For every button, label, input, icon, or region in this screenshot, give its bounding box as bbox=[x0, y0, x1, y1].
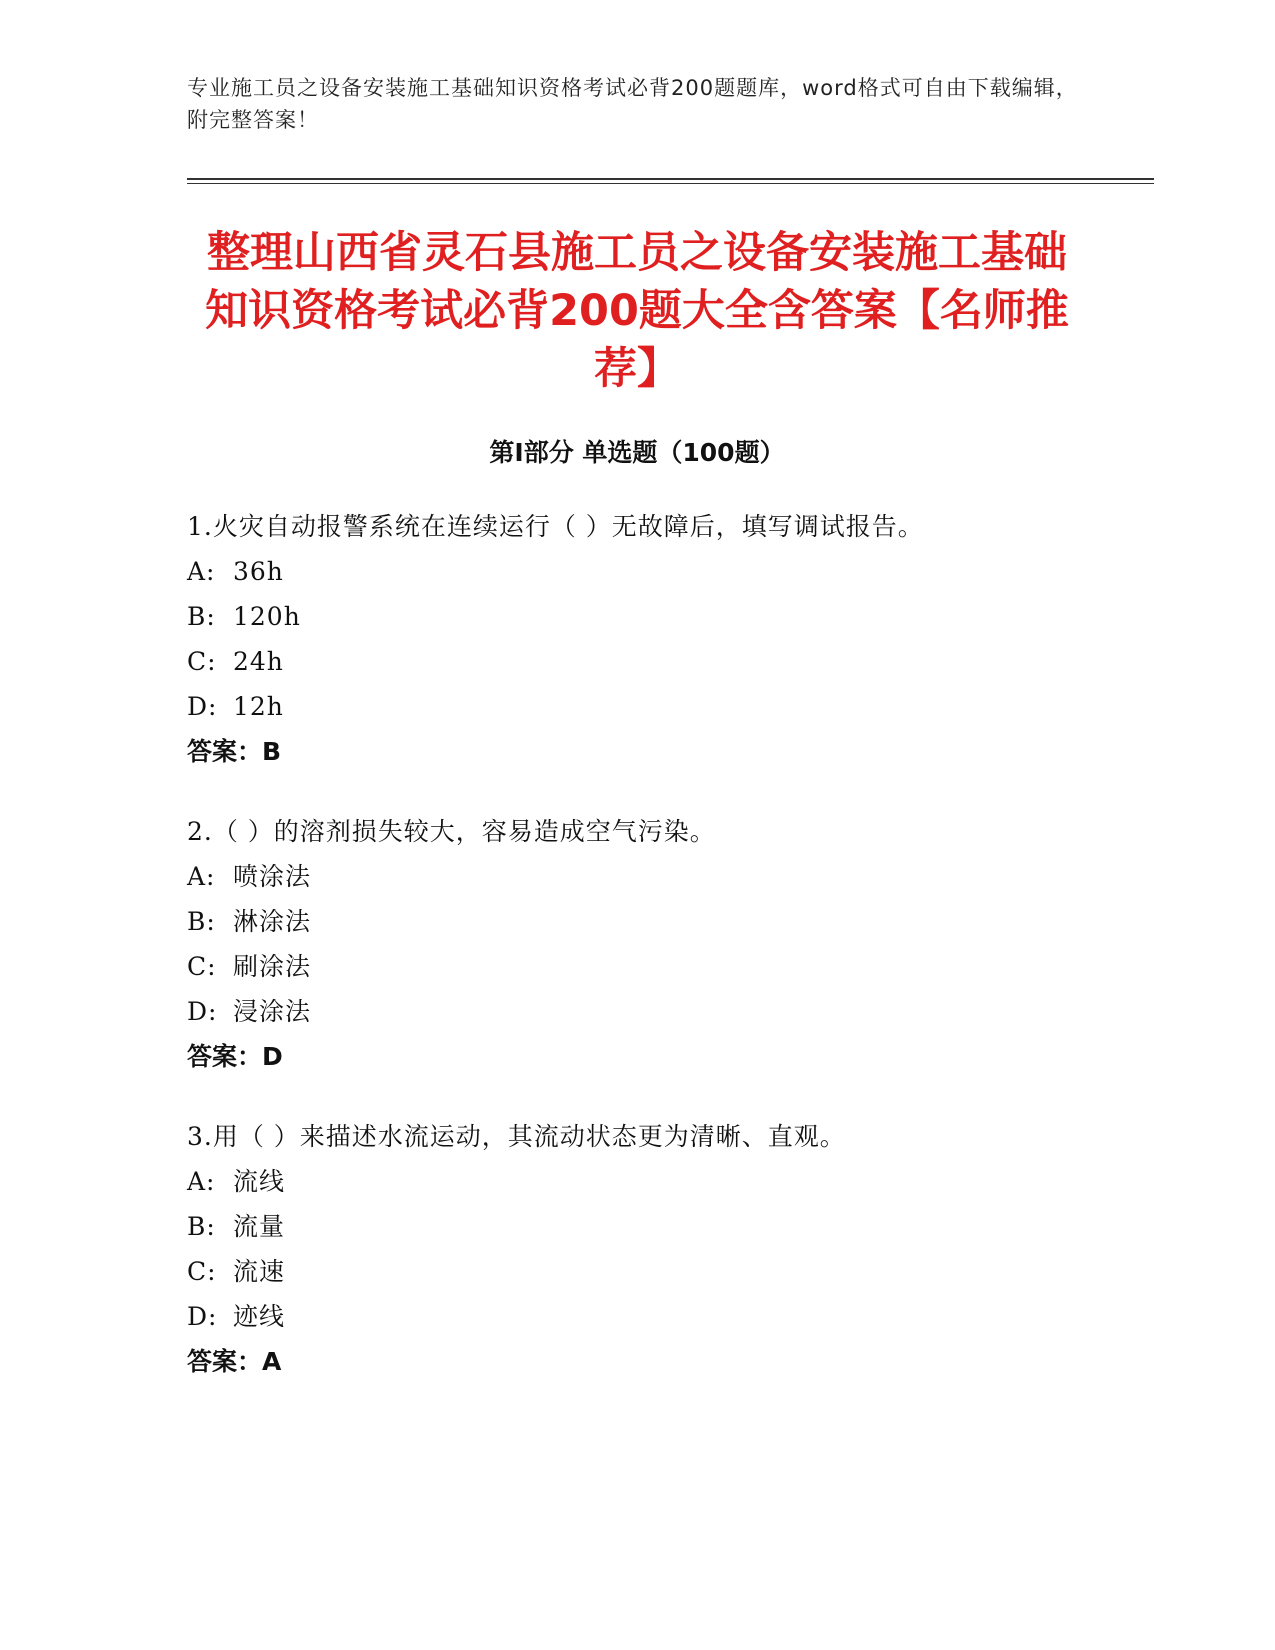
option-key: C: bbox=[187, 1257, 217, 1286]
question-3 bbox=[187, 1114, 1147, 1384]
header-divider-thin bbox=[187, 183, 1154, 184]
option-text: 流量 bbox=[233, 1212, 286, 1241]
option-key: B: bbox=[187, 602, 216, 631]
question-stem: 1.火灾自动报警系统在连续运行（ ）无故障后，填写调试报告。 bbox=[187, 512, 924, 541]
option-text: 流线 bbox=[233, 1167, 286, 1196]
document-title: 整理山西省灵石县施工员之设备安装施工基础知识资格考试必背200题大全含答案【名师推荐】 bbox=[205, 228, 1069, 394]
option-text: 迹线 bbox=[233, 1302, 286, 1331]
option-key: A: bbox=[187, 557, 216, 586]
option-text: 浸涂法 bbox=[233, 997, 312, 1026]
option-a bbox=[187, 549, 1147, 594]
section-title: 第Ⅰ部分 单选题（100题） bbox=[489, 438, 785, 467]
option-d bbox=[187, 684, 1147, 729]
option-key: B: bbox=[187, 907, 216, 936]
answer-line: 答案：D bbox=[187, 1042, 283, 1071]
answer-line: 答案：B bbox=[187, 737, 282, 766]
option-key: D: bbox=[187, 997, 218, 1026]
option-c bbox=[187, 944, 1147, 989]
option-key: C: bbox=[187, 952, 217, 981]
option-key: A: bbox=[187, 1167, 216, 1196]
option-a bbox=[187, 1159, 1147, 1204]
option-a bbox=[187, 854, 1147, 899]
option-text: 刷涂法 bbox=[233, 952, 312, 981]
option-key: D: bbox=[187, 692, 218, 721]
option-b bbox=[187, 1204, 1147, 1249]
option-text: 24h bbox=[233, 647, 284, 676]
header-note: 专业施工员之设备安装施工基础知识资格考试必背200题题库，word格式可自由下载编辑，附完整答案！ bbox=[187, 76, 1078, 132]
option-text: 12h bbox=[233, 692, 284, 721]
option-key: B: bbox=[187, 1212, 216, 1241]
option-key: D: bbox=[187, 1302, 218, 1331]
question-2 bbox=[187, 809, 1147, 1079]
option-d bbox=[187, 1294, 1147, 1339]
option-text: 120h bbox=[233, 602, 301, 631]
option-d bbox=[187, 989, 1147, 1034]
question-1 bbox=[187, 504, 1147, 774]
question-stem: 3.用（ ）来描述水流运动，其流动状态更为清晰、直观。 bbox=[187, 1122, 846, 1151]
option-text: 喷涂法 bbox=[233, 862, 312, 891]
option-text: 36h bbox=[233, 557, 284, 586]
option-text: 流速 bbox=[233, 1257, 286, 1286]
option-key: C: bbox=[187, 647, 217, 676]
option-key: A: bbox=[187, 862, 216, 891]
header-divider-thick bbox=[187, 178, 1154, 180]
option-c bbox=[187, 1249, 1147, 1294]
option-b bbox=[187, 899, 1147, 944]
answer-line: 答案：A bbox=[187, 1347, 282, 1376]
option-b bbox=[187, 594, 1147, 639]
question-stem: 2.（ ）的溶剂损失较大，容易造成空气污染。 bbox=[187, 817, 716, 846]
option-c bbox=[187, 639, 1147, 684]
option-text: 淋涂法 bbox=[233, 907, 312, 936]
